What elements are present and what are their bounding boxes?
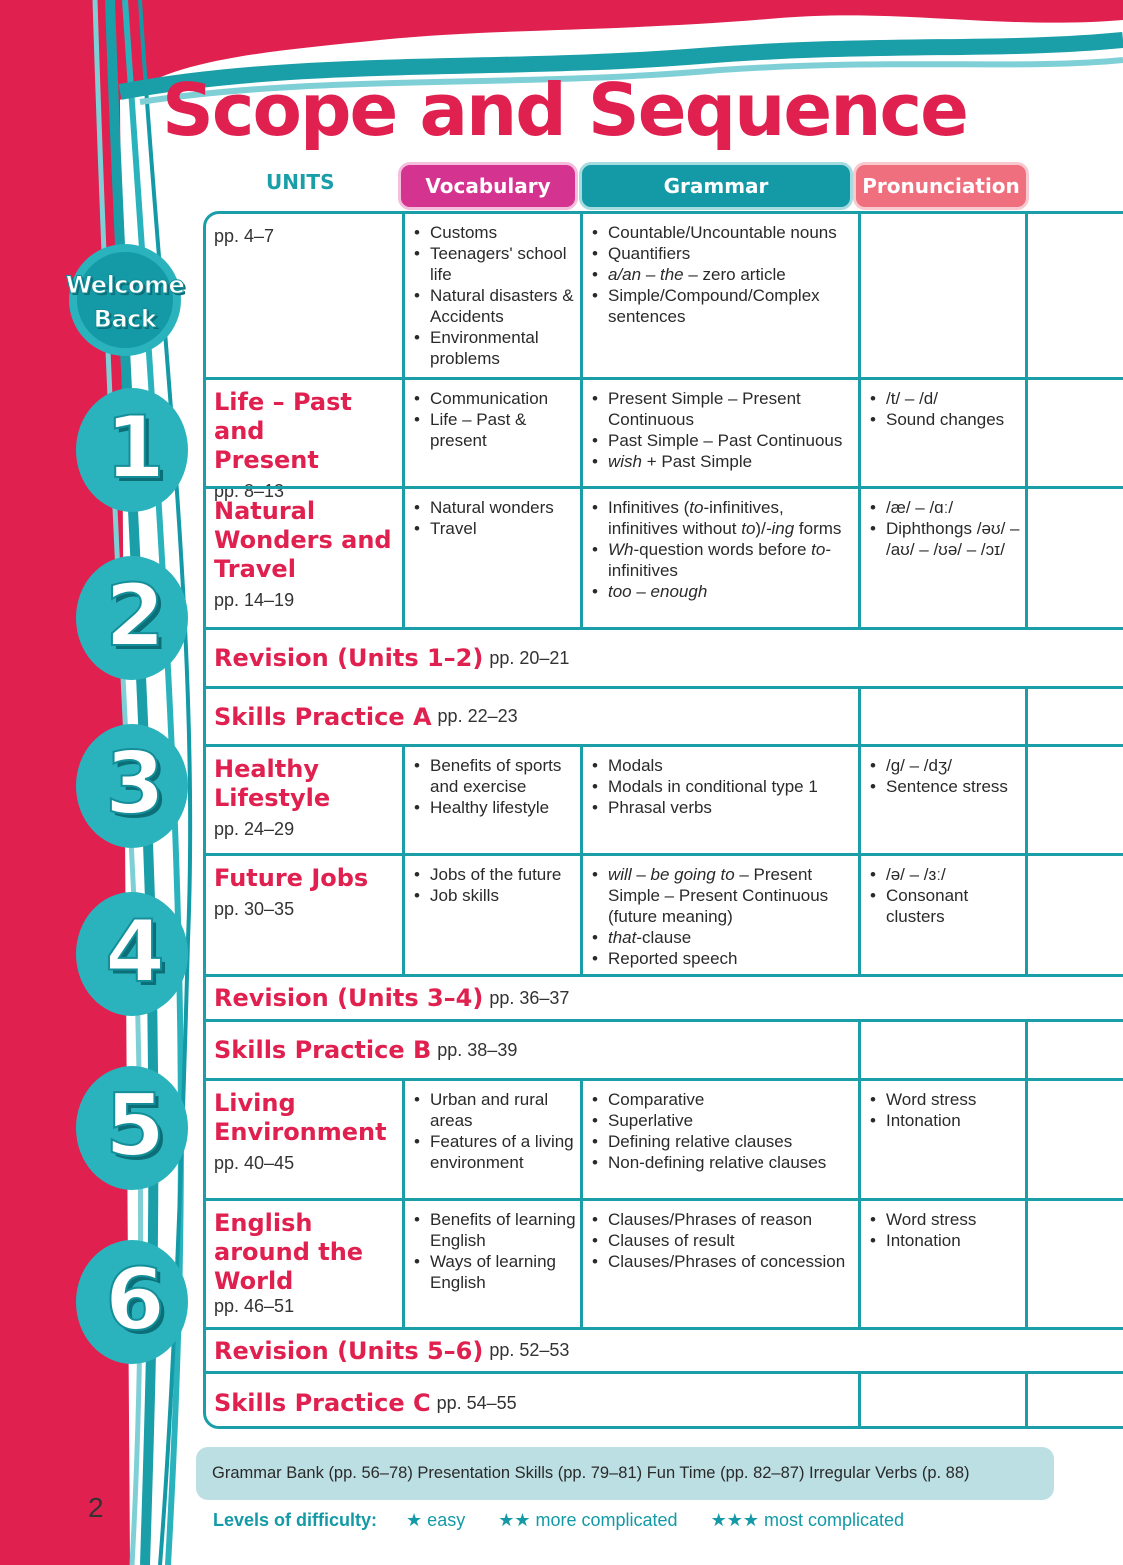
unit-cell (206, 380, 402, 501)
revision-cell (206, 1330, 1026, 1371)
revision-pages: pp. 36–37 (489, 987, 570, 1008)
grammar-cell (580, 380, 858, 486)
difficulty-legend (213, 1510, 932, 1531)
vocabulary-cell (402, 380, 580, 486)
list-item: • will – be going to – Present Simple – Present Continuous (future meaning) (589, 864, 854, 927)
list-item: • Intonation (867, 1110, 1021, 1131)
table-row (206, 744, 1123, 853)
pronunciation-list (867, 1089, 1021, 1131)
vocabulary-list (411, 388, 576, 451)
unit-number-badge: 5 (105, 1076, 165, 1176)
table-row (206, 214, 1123, 377)
vocabulary-cell (402, 1201, 580, 1327)
vocabulary-cell (402, 489, 580, 627)
list-item: • Present Simple – Present Continuous (589, 388, 854, 430)
list-item: • Sound changes (867, 409, 1021, 430)
grammar-cell (580, 1201, 858, 1327)
unit-cell (206, 1081, 402, 1198)
list-item: • Sentence stress (867, 776, 1021, 797)
grammar-list (589, 755, 854, 818)
list-item: • Clauses/Phrases of concession (589, 1251, 854, 1272)
list-item: • Ways of learning English (411, 1251, 576, 1293)
skills-cell (206, 689, 858, 744)
grammar-list (589, 497, 854, 602)
welcome-badge-line-2: Back (93, 305, 157, 333)
pronunciation-cell (858, 1022, 1028, 1078)
list-item: • Infinitives (to-infinitives, infinitives without to)/-ing forms (589, 497, 854, 539)
skills-pages: pp. 22–23 (437, 706, 518, 726)
pronunciation-cell (858, 689, 1028, 744)
vocabulary-cell (402, 214, 580, 377)
vocabulary-cell (402, 856, 580, 974)
list-item: • Wh-question words before to-infinitives (589, 539, 854, 581)
unit-title: English around the World (214, 1209, 364, 1295)
vocabulary-cell (402, 747, 580, 853)
list-item: • Clauses/Phrases of reason (589, 1209, 854, 1230)
list-item: • Teenagers' school life (411, 243, 576, 285)
unit-pages: pp. 4–7 (214, 226, 275, 246)
list-item: • Life – Past & present (411, 409, 576, 451)
list-item: • wish + Past Simple (589, 451, 854, 472)
table-row (206, 1198, 1123, 1327)
unit-pages: pp. 46–51 (214, 1296, 295, 1316)
difficulty-level-hard: ★★★ most complicated (710, 1510, 905, 1530)
grammar-cell (580, 747, 858, 853)
vocabulary-column-header: Vocabulary (401, 165, 575, 207)
unit-number-badge: 2 (105, 566, 165, 666)
pronunciation-cell (858, 214, 1028, 377)
list-item: • a/an – the – zero article (589, 264, 854, 285)
pronunciation-cell (858, 489, 1028, 627)
list-item: • Non-defining relative clauses (589, 1152, 854, 1173)
welcome-back-badge (52, 268, 198, 336)
skills-pages: pp. 54–55 (436, 1392, 517, 1413)
list-item: • Natural disasters & Accidents (411, 285, 576, 327)
skills-pages: pp. 38–39 (437, 1039, 518, 1060)
unit-cell (206, 1201, 402, 1327)
list-item: • Benefits of learning English (411, 1209, 576, 1251)
vocabulary-list (411, 1089, 576, 1173)
vocabulary-list (411, 497, 576, 539)
page-title: Scope and Sequence (162, 68, 967, 152)
table-row (206, 1019, 1123, 1078)
grammar-cell (580, 1081, 858, 1198)
revision-cell (206, 630, 1026, 686)
list-item: • Benefits of sports and exercise (411, 755, 576, 797)
table-row (206, 1078, 1123, 1198)
list-item: • Phrasal verbs (589, 797, 854, 818)
list-item: • Features of a living environment (411, 1131, 576, 1173)
list-item: • Comparative (589, 1089, 854, 1110)
list-item: • /ə/ – /ɜː/ (867, 864, 1021, 885)
unit-cell (206, 747, 402, 853)
list-item: • Job skills (411, 885, 576, 906)
pronunciation-cell (858, 1374, 1028, 1429)
skills-title: Skills Practice A (214, 702, 432, 731)
pronunciation-list (867, 388, 1021, 430)
list-item: • Quantifiers (589, 243, 854, 264)
skills-cell (206, 1022, 858, 1078)
pronunciation-list (867, 1209, 1021, 1251)
revision-cell (206, 977, 1026, 1019)
difficulty-level-easy: ★ easy (406, 1510, 466, 1530)
list-item: • too – enough (589, 581, 854, 602)
reference-sections-bar: Grammar Bank (pp. 56–78) Presentation Skills (pp. 79–81) Fun Time (pp. 82–87) Irregular Verbs (p. 88) (196, 1447, 1054, 1500)
revision-title: Revision (Units 1–2) (214, 644, 484, 672)
list-item: • Healthy lifestyle (411, 797, 576, 818)
vocabulary-cell (402, 1081, 580, 1198)
grammar-list (589, 222, 854, 327)
table-row (206, 486, 1123, 627)
pronunciation-list (867, 497, 1021, 560)
pronunciation-cell (858, 747, 1028, 853)
list-item: • that-clause (589, 927, 854, 948)
unit-pages: pp. 14–19 (214, 590, 295, 610)
list-item: • Reported speech (589, 948, 854, 969)
table-row (206, 686, 1123, 744)
difficulty-level-medium: ★★ more complicated (498, 1510, 678, 1530)
list-item: • Natural wonders (411, 497, 576, 518)
vocabulary-list (411, 1209, 576, 1293)
grammar-cell (580, 856, 858, 974)
unit-title: Living Environment (214, 1089, 387, 1146)
unit-cell (206, 489, 402, 627)
unit-title: Natural Wonders and Travel (214, 497, 392, 583)
list-item: • Word stress (867, 1209, 1021, 1230)
grammar-column-header: Grammar (582, 165, 850, 207)
skills-title: Skills Practice B (214, 1036, 432, 1064)
pronunciation-cell (858, 1201, 1028, 1327)
list-item: • Customs (411, 222, 576, 243)
list-item: • Jobs of the future (411, 864, 576, 885)
list-item: • /t/ – /d/ (867, 388, 1021, 409)
unit-title: Life – Past and Present (214, 388, 352, 474)
unit-cell (206, 856, 402, 974)
list-item: • Past Simple – Past Continuous (589, 430, 854, 451)
unit-title: Future Jobs (214, 864, 369, 892)
list-item: • Diphthongs /əʊ/ – /aʊ/ – /ʊə/ – /ɔɪ/ (867, 518, 1021, 560)
unit-pages: pp. 40–45 (214, 1153, 295, 1173)
table-row (206, 1371, 1123, 1429)
vocabulary-list (411, 222, 576, 369)
list-item: • Clauses of result (589, 1230, 854, 1251)
unit-cell (206, 214, 402, 377)
list-item: • Simple/Compound/Complex sentences (589, 285, 854, 327)
list-item: • Travel (411, 518, 576, 539)
list-item: • /æ/ – /ɑː/ (867, 497, 1021, 518)
unit-pages: pp. 30–35 (214, 899, 295, 919)
unit-number-badge: 3 (105, 734, 165, 834)
page-number: 2 (88, 1492, 104, 1523)
pronunciation-cell (858, 856, 1028, 974)
pronunciation-cell (858, 380, 1028, 486)
table-row (206, 377, 1123, 501)
list-item: • Communication (411, 388, 576, 409)
list-item: • Superlative (589, 1110, 854, 1131)
revision-title: Revision (Units 3–4) (214, 984, 484, 1012)
welcome-badge-line-1: Welcome (65, 271, 185, 299)
list-item: • Urban and rural areas (411, 1089, 576, 1131)
unit-number-badge: 1 (105, 398, 165, 498)
difficulty-legend-label: Levels of difficulty: (213, 1510, 378, 1530)
vocabulary-list (411, 864, 576, 906)
vocabulary-list (411, 755, 576, 818)
grammar-list (589, 864, 854, 969)
units-column-label: UNITS (266, 170, 335, 194)
list-item: • Countable/Uncountable nouns (589, 222, 854, 243)
table-row (206, 974, 1123, 1019)
unit-pages: pp. 8–13 (214, 481, 285, 501)
grammar-list (589, 388, 854, 472)
skills-title: Skills Practice C (214, 1389, 431, 1417)
scope-sequence-table (203, 211, 1123, 1429)
list-item: • Defining relative clauses (589, 1131, 854, 1152)
grammar-cell (580, 214, 858, 377)
pronunciation-list (867, 864, 1021, 927)
list-item: • Consonant clusters (867, 885, 1021, 927)
list-item: • Environmental problems (411, 327, 576, 369)
list-item: • /g/ – /dʒ/ (867, 755, 1021, 776)
revision-title: Revision (Units 5–6) (214, 1336, 484, 1365)
unit-pages: pp. 24–29 (214, 819, 295, 839)
table-row (206, 1327, 1123, 1371)
unit-number-badge: 6 (105, 1250, 165, 1350)
pronunciation-cell (858, 1081, 1028, 1198)
unit-number-badge: 4 (105, 902, 165, 1002)
grammar-list (589, 1089, 854, 1173)
grammar-list (589, 1209, 854, 1272)
list-item: • Intonation (867, 1230, 1021, 1251)
pronunciation-column-header: Pronunciation (856, 165, 1026, 207)
table-row (206, 627, 1123, 686)
grammar-cell (580, 489, 858, 627)
unit-title: Healthy Lifestyle (214, 755, 331, 812)
list-item: • Word stress (867, 1089, 1021, 1110)
list-item: • Modals (589, 755, 854, 776)
revision-pages: pp. 52–53 (489, 1340, 570, 1360)
pronunciation-list (867, 755, 1021, 797)
skills-cell (206, 1374, 858, 1429)
revision-pages: pp. 20–21 (489, 647, 570, 668)
table-row (206, 853, 1123, 974)
list-item: • Modals in conditional type 1 (589, 776, 854, 797)
